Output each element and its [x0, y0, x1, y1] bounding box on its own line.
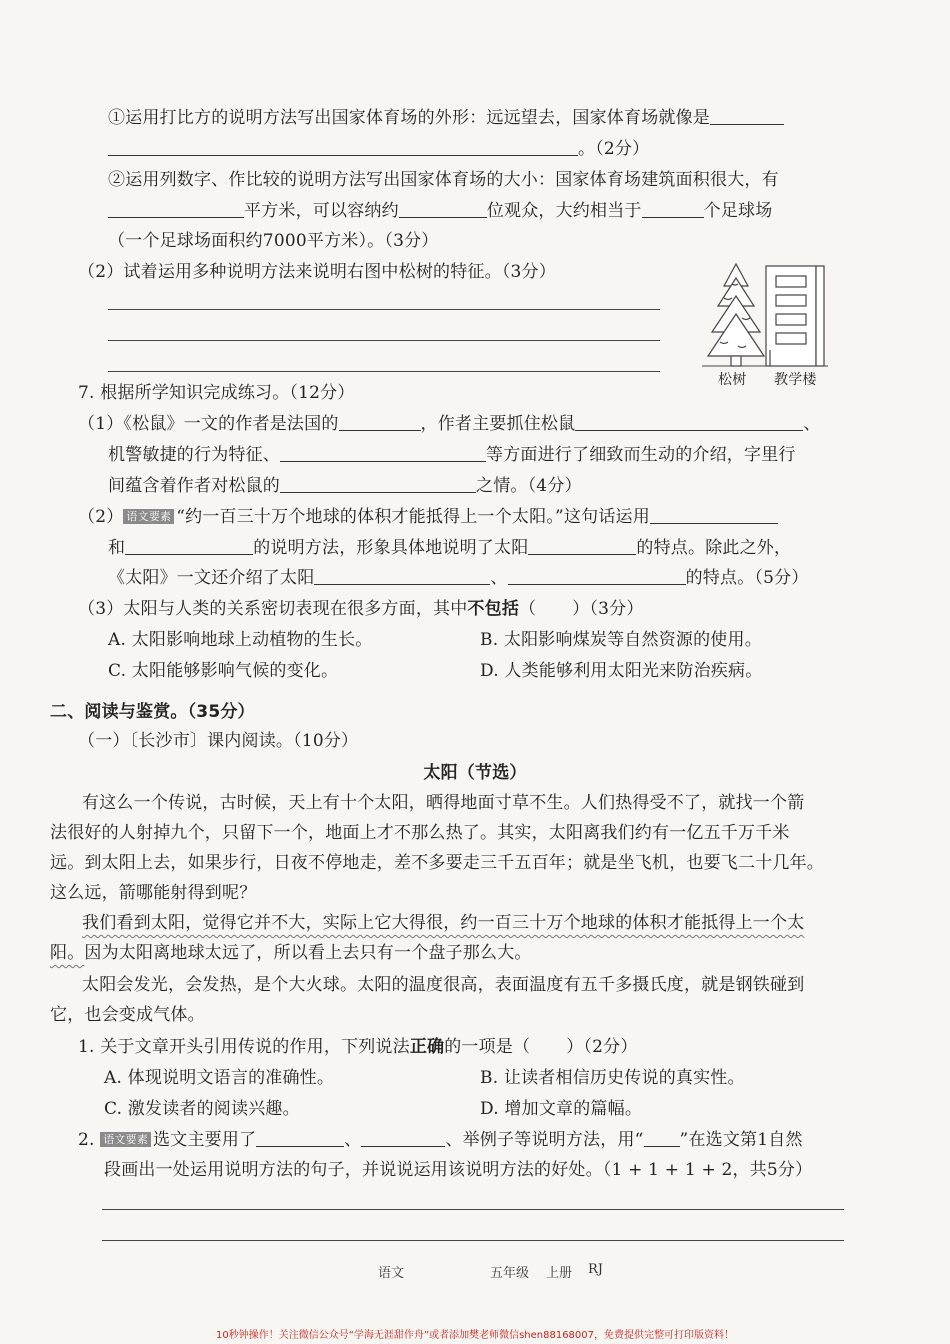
- wavy-underline-sample: [644, 1128, 680, 1147]
- footer-edition: RJ: [588, 1262, 603, 1277]
- passage-p1-line-3: 远。到太阳上去，如果步行，日夜不停地走，差不多要走三千五百年；就是坐飞机，也要飞二十几年。: [50, 853, 824, 873]
- q7-3-option-a[interactable]: A. 太阳影响地球上动植物的生长。: [108, 630, 373, 650]
- reading-q2-line-2: 段画出一处运用说明方法的句子，并说说运用该说明方法的好处。（1 + 1 + 1 + 2，共5分）: [104, 1160, 813, 1180]
- answer-blank[interactable]: [256, 1128, 344, 1147]
- passage-p1-line-2: 法很好的人射掉九个，只留下一个，地面上才不那么热了。其实，太阳离我们约有一亿五千万千米: [50, 823, 790, 843]
- pine-tree-icon: [708, 264, 764, 366]
- q7-3-question: （3）太阳与人类的关系密切表现在很多方面，其中不包括（ ）（3分）: [78, 599, 644, 619]
- caption-school-building: 教学楼: [774, 372, 817, 388]
- school-building-icon: [766, 266, 824, 366]
- answer-blank[interactable]: [508, 566, 686, 585]
- answer-line[interactable]: [102, 1240, 844, 1241]
- passage-title: 太阳（节选）: [423, 763, 527, 783]
- answer-blank[interactable]: [710, 106, 784, 125]
- answer-blank[interactable]: [339, 412, 421, 431]
- answer-line[interactable]: [108, 309, 660, 310]
- answer-blank[interactable]: [642, 199, 704, 218]
- q1-line-4: 平方米，可以容纳约 位观众，大约相当于 个足球场: [108, 199, 772, 223]
- q1-line-3: ②运用列数字、作比较的说明方法写出国家体育场的大小：国家体育场建筑面积很大，有: [108, 170, 779, 190]
- answer-blank[interactable]: [280, 474, 476, 493]
- reading-q1-option-d[interactable]: D. 增加文章的篇幅。: [480, 1099, 643, 1119]
- reading-q1-option-b[interactable]: B. 让读者相信历史传说的真实性。: [480, 1068, 745, 1088]
- q7-3-option-d[interactable]: D. 人类能够利用太阳光来防治疾病。: [480, 661, 763, 681]
- answer-blank[interactable]: [314, 566, 490, 585]
- answer-blank[interactable]: [399, 199, 487, 218]
- answer-blank[interactable]: [528, 536, 636, 555]
- section-2-subheading: （一）〔长沙市〕课内阅读。（10分）: [78, 731, 359, 751]
- q7-1-line-1: （1）《松鼠》一文的作者是法国的 ，作者主要抓住松鼠 、: [78, 414, 821, 434]
- passage-p2-line-1: 我们看到太阳，觉得它并不大，实际上它大得很，约一百三十万个地球的体积才能抵得上一个太: [82, 913, 805, 933]
- reading-q1-option-a[interactable]: A. 体现说明文语言的准确性。: [104, 1068, 335, 1088]
- language-element-tag: 语文要素: [123, 509, 174, 524]
- passage-p1-line-4: 这么远，箭哪能射得到呢？: [50, 883, 257, 903]
- q7-2-line-2: 和 的说明方法，形象具体地说明了太阳 的特点。除此之外，: [108, 538, 792, 558]
- q1-line-2: 。（2分）: [108, 137, 649, 161]
- answer-blank[interactable]: [650, 505, 778, 524]
- q7-1-line-3: 间蕴含着作者对松鼠的 之情。（4分）: [108, 476, 582, 496]
- answer-blank[interactable]: [108, 137, 578, 156]
- caption-pine-tree: 松树: [718, 372, 747, 388]
- passage-p3-line-2: 它，也会变成气体。: [50, 1005, 205, 1025]
- q2-question: （2）试着运用多种说明方法来说明右图中松树的特征。（3分）: [78, 262, 556, 282]
- reading-q1-option-c[interactable]: C. 激发读者的阅读兴趣。: [104, 1099, 300, 1119]
- section-2-heading: 二、阅读与鉴赏。（35分）: [50, 702, 255, 722]
- q1-line-1: ①运用打比方的说明方法写出国家体育场的外形：远远望去，国家体育场就像是: [108, 106, 784, 130]
- language-element-tag: 语文要素: [100, 1132, 151, 1147]
- answer-blank[interactable]: [361, 1128, 445, 1147]
- passage-p3-line-1: 太阳会发光，会发热，是个大火球。太阳的温度很高，表面温度有五千多摄氏度，就是钢铁碰到: [82, 975, 805, 995]
- q7-1-line-2: 机警敏捷的行为特征、 等方面进行了细致而生动的介绍，字里行: [108, 445, 796, 465]
- answer-blank[interactable]: [280, 443, 486, 462]
- answer-line[interactable]: [108, 340, 660, 341]
- q7-2-line-3: 《太阳》一文还介绍了太阳 、 的特点。（5分）: [108, 568, 809, 588]
- answer-blank[interactable]: [108, 199, 244, 218]
- answer-line[interactable]: [108, 371, 660, 372]
- q7-heading: 7. 根据所学知识完成练习。（12分）: [78, 383, 355, 403]
- answer-blank[interactable]: [575, 412, 803, 431]
- passage-p2-line-2: 阳。因为太阳离地球太远了，所以看上去只有一个盘子那么大。: [50, 943, 532, 963]
- q7-3-option-c[interactable]: C. 太阳能够影响气候的变化。: [108, 661, 339, 681]
- q1-line-5: （一个足球场面积约7000平方米）。（3分）: [108, 231, 439, 251]
- footer-term: 上册: [546, 1266, 573, 1281]
- reading-q1: 1. 关于文章开头引用传说的作用，下列说法正确的一项是（ ）（2分）: [78, 1037, 638, 1057]
- footer-subject: 语文: [378, 1266, 405, 1281]
- passage-p1-line-1: 有这么一个传说，古时候，天上有十个太阳，晒得地面寸草不生。人们热得受不了，就找一个箭: [82, 793, 805, 813]
- q7-3-option-b[interactable]: B. 太阳影响煤炭等自然资源的使用。: [480, 630, 762, 650]
- answer-blank[interactable]: [125, 536, 253, 555]
- footer-grade: 五年级: [490, 1266, 530, 1281]
- reading-q2-line-1: 2. 语文要素 选文主要用了 、 、举例子等说明方法，用“ ”在选文第1自然: [78, 1130, 803, 1150]
- q7-2-line-1: （2） 语文要素 “约一百三十万个地球的体积才能抵得上一个太阳。”这句话运用: [78, 505, 778, 529]
- promo-banner: 10秒钟操作！关注微信公众号“学海无涯甜作舟”或者添加樊老师微信shen88168007，免费提供完整可打印版资料！: [215, 1330, 735, 1341]
- answer-line[interactable]: [102, 1209, 844, 1210]
